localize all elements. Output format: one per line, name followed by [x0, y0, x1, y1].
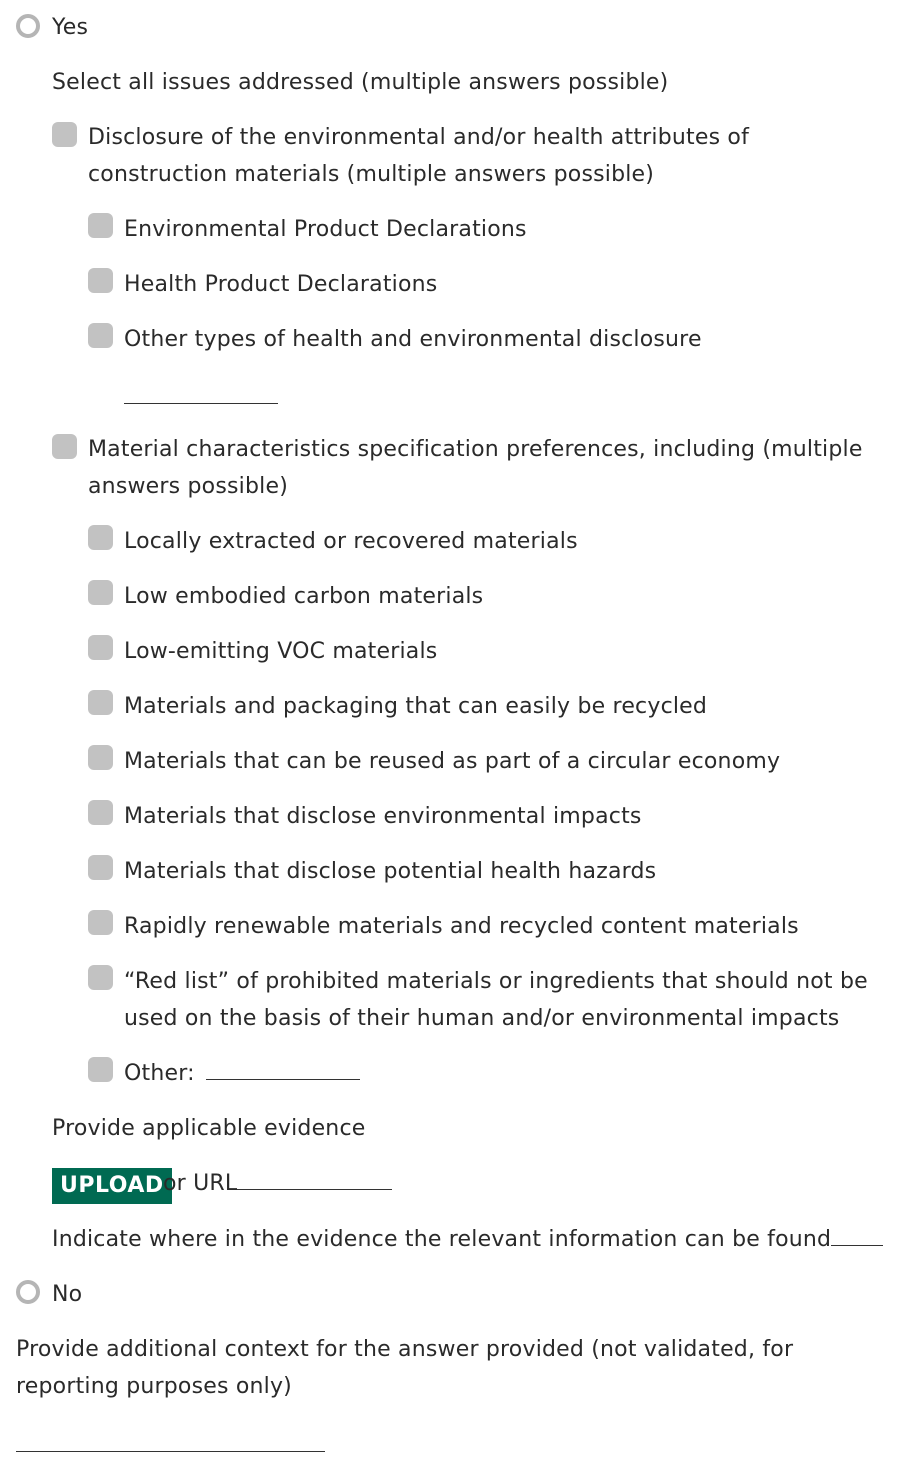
renewable-label: Rapidly renewable materials and recycled content materials — [124, 914, 799, 939]
red-list-label: “Red list” of prohibited materials or ingredients that should not be used on the basis of their human and/or environmental impacts — [124, 969, 868, 1031]
renewable-checkbox[interactable] — [88, 910, 113, 935]
evidence-location-row — [52, 1221, 883, 1258]
evidence-prompt: Provide applicable evidence — [52, 1116, 366, 1141]
context-prompt: Provide additional context for the answer provided (not validated, for reporting purposes only) — [16, 1337, 794, 1399]
local-materials-label: Locally extracted or recovered materials — [124, 529, 578, 554]
low-carbon-label: Low embodied carbon materials — [124, 584, 484, 609]
other-disclosure-checkbox[interactable] — [88, 323, 113, 348]
epd-label: Environmental Product Declarations — [124, 217, 527, 242]
low-carbon-checkbox[interactable] — [88, 580, 113, 605]
env-impacts-label: Materials that disclose environmental impacts — [124, 804, 642, 829]
red-list-checkbox[interactable] — [88, 965, 113, 990]
disclosure-checkbox[interactable] — [52, 122, 77, 147]
context-input[interactable] — [16, 1451, 325, 1452]
disclosure-label: Disclosure of the environmental and/or health attributes of construction materials (multiple answers possible) — [88, 125, 750, 187]
other-disclosure-label: Other types of health and environmental disclosure — [124, 327, 702, 352]
material-checkbox[interactable] — [52, 434, 77, 459]
hpd-label: Health Product Declarations — [124, 272, 438, 297]
hpd-checkbox[interactable] — [88, 268, 113, 293]
health-hazards-label: Materials that disclose potential health hazards — [124, 859, 657, 884]
circular-label: Materials that can be reused as part of a circular economy — [124, 749, 781, 774]
other-material-input[interactable] — [206, 1057, 360, 1080]
other-material-checkbox[interactable] — [88, 1057, 113, 1082]
yes-radio[interactable] — [16, 14, 40, 38]
env-impacts-checkbox[interactable] — [88, 800, 113, 825]
material-label: Material characteristics specification preferences, including (multiple answers possible) — [88, 437, 863, 499]
no-label: No — [52, 1282, 83, 1307]
other-disclosure-input[interactable] — [124, 403, 278, 404]
recyclable-checkbox[interactable] — [88, 690, 113, 715]
upload-button[interactable]: UPLOAD — [52, 1168, 172, 1204]
no-radio[interactable] — [16, 1280, 40, 1304]
or-url-label: or URL — [163, 1171, 238, 1196]
low-voc-checkbox[interactable] — [88, 635, 113, 660]
yes-label: Yes — [52, 15, 89, 40]
other-material-row — [124, 1055, 360, 1092]
recyclable-label: Materials and packaging that can easily be recycled — [124, 694, 708, 719]
circular-checkbox[interactable] — [88, 745, 113, 770]
issues-prompt: Select all issues addressed (multiple answers possible) — [52, 70, 669, 95]
url-row — [163, 1165, 392, 1202]
url-input[interactable] — [237, 1167, 392, 1190]
health-hazards-checkbox[interactable] — [88, 855, 113, 880]
evidence-location-input[interactable] — [831, 1223, 883, 1246]
other-material-label: Other: — [124, 1061, 195, 1086]
local-materials-checkbox[interactable] — [88, 525, 113, 550]
evidence-location-prompt: Indicate where in the evidence the relevant information can be found — [52, 1227, 832, 1252]
low-voc-label: Low-emitting VOC materials — [124, 639, 438, 664]
epd-checkbox[interactable] — [88, 213, 113, 238]
